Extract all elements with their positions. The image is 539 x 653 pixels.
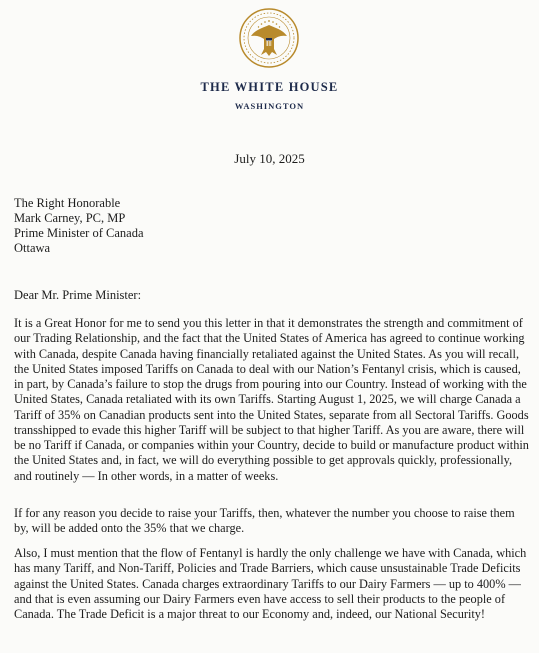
body-paragraph: It is a Great Honor for me to send you this letter in that it demonstrates the strength and commitment of our Trading Relationship, and the fact that the United States of America has agreed to continue working with Canada, despite Canada having financially retaliated against the United States. As you will recall, the United States imposed Tariffs on Canada to deal with our Nation’s Fentanyl crisis, which is caused, in part, by Canada’s failure to stop the drugs from pouring into our Country. Instead of working with the United States, Canada retaliated with its own Tariffs. Starting August 1, 2025, we will charge Canada a Tariff of 35% on Canadian products sent into the United States, separate from all Sectoral Tariffs. Goods transshipped to evade this higher Tariff will be subject to that higher Tariff. As you are aware, there will be no Tariff if Canada, or companies within your Country, decide to build or manufacture product within the United States and, in fact, we will do everything possible to get approvals quickly, professionally, and routinely — In other words, in a matter of weeks. (14, 316, 529, 483)
letter-date: July 10, 2025 (234, 151, 305, 166)
letterhead-title: THE WHITE HOUSE (200, 80, 339, 94)
recipient-line: Ottawa (14, 241, 51, 255)
presidential-seal-icon (239, 8, 299, 68)
recipient-address (14, 196, 144, 256)
recipient-line: The Right Honorable (14, 196, 121, 210)
letterhead-subtitle: WASHINGTON (234, 101, 305, 111)
body-paragraph: If for any reason you decide to raise your Tariffs, then, whatever the number you choose to raise them by, will be added onto the 35% that we charge. (14, 506, 515, 536)
recipient-line: Mark Carney, PC, MP (14, 211, 126, 225)
salutation: Dear Mr. Prime Minister: (14, 288, 142, 302)
recipient-line: Prime Minister of Canada (14, 226, 144, 240)
body-paragraph: Also, I must mention that the flow of Fentanyl is hardly the only challenge we have with Canada, which has many Tariff, and Non-Tariff, Policies and Trade Barriers, which cause unsustainable Trade Deficits against the United States. Canada charges extraordinary Tariffs to our Dairy Farmers — up to 400% — and that is even assuming our Dairy Farmers even have access to sell their products to the people of Canada. The Trade Deficit is a major threat to our Economy and, indeed, our National Security! (14, 546, 527, 621)
